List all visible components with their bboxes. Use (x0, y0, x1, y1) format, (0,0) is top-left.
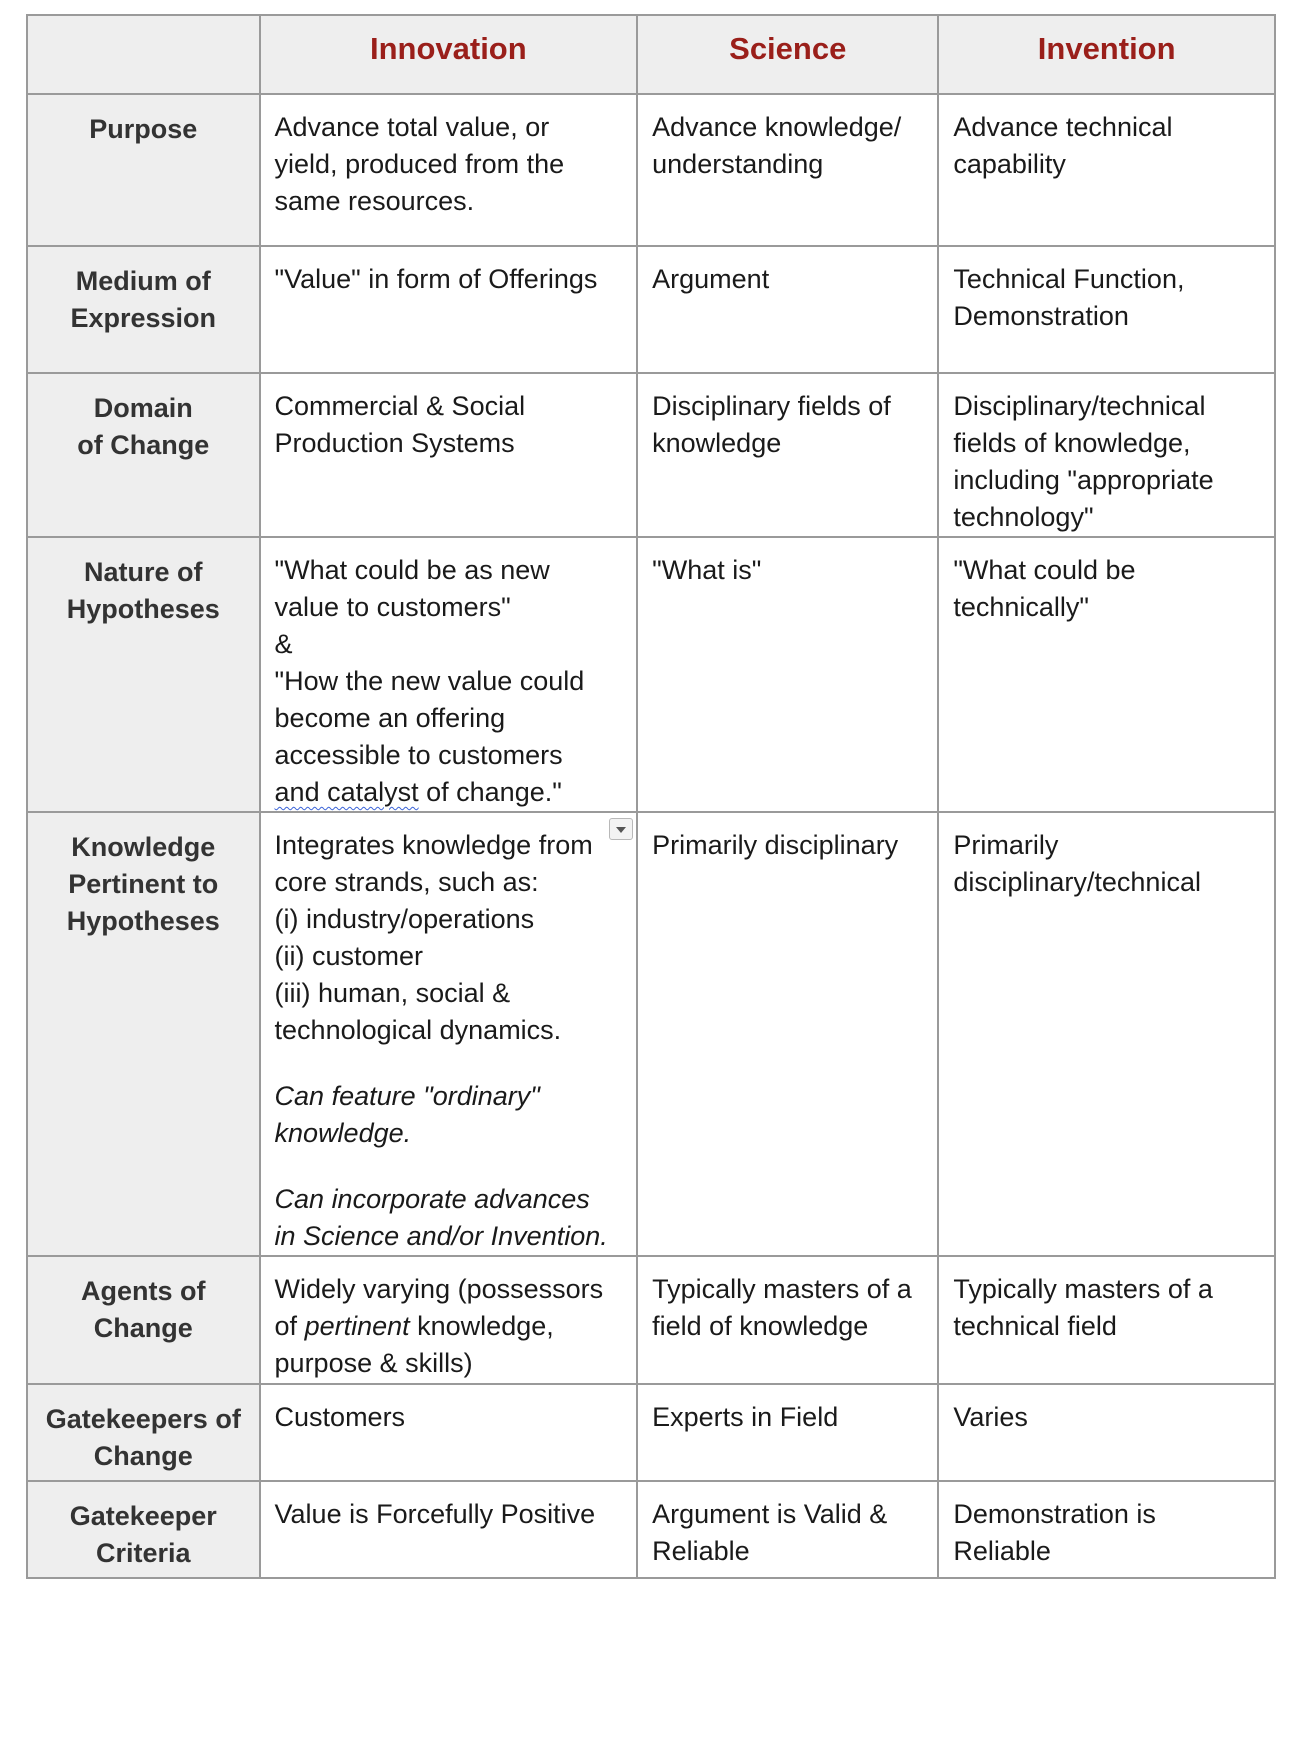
cell-criteria-invention[interactable]: Demonstration is Reliable (938, 1481, 1275, 1578)
cell-domain-science[interactable]: Disciplinary fields of knowledge (637, 373, 938, 537)
cell-agents-science[interactable]: Typically masters of a field of knowledge (637, 1256, 938, 1384)
row-header-criteria[interactable]: Gatekeeper Criteria (27, 1481, 260, 1578)
table-row (27, 812, 1275, 1256)
column-header-innovation[interactable]: Innovation (260, 15, 638, 94)
cell-criteria-innovation[interactable]: Value is Forcefully Positive (260, 1481, 638, 1578)
cell-gatekeepers-science[interactable]: Experts in Field (637, 1384, 938, 1481)
spellcheck-word[interactable]: and catalyst (274, 777, 419, 807)
cell-criteria-science[interactable]: Argument is Valid & Reliable (637, 1481, 938, 1578)
row-header-domain[interactable]: Domain of Change (27, 373, 260, 537)
table-row (27, 1256, 1275, 1384)
cell-medium-science[interactable]: Argument (637, 246, 938, 373)
column-header-invention[interactable]: Invention (938, 15, 1275, 94)
row-header-purpose[interactable]: Purpose (27, 94, 260, 246)
cell-agents-innovation[interactable]: Widely varying (possessors of pertinent knowledge, purpose & skills) (260, 1256, 638, 1384)
cell-medium-invention[interactable]: Technical Function, Demonstration (938, 246, 1275, 373)
cell-gatekeepers-invention[interactable]: Varies (938, 1384, 1275, 1481)
note-ordinary-knowledge: Can feature "ordinary" knowledge. (274, 1081, 540, 1148)
chevron-down-icon[interactable] (609, 818, 633, 840)
cell-purpose-science[interactable]: Advance knowledge/ understanding (637, 94, 938, 246)
cell-knowledge-innovation[interactable]: Integrates knowledge from core strands, such as: (i) industry/operations (ii) customer (iii) human, social & technological dynamics. Can feature "ordinary" knowledge. Can incorporate advances in Science and/or Invention. (260, 812, 638, 1256)
header-row (27, 15, 1275, 94)
cell-purpose-invention[interactable]: Advance technical capability (938, 94, 1275, 246)
table-row (27, 1384, 1275, 1481)
row-header-hypotheses[interactable]: Nature of Hypotheses (27, 537, 260, 812)
cell-gatekeepers-innovation[interactable]: Customers (260, 1384, 638, 1481)
comparison-table (26, 14, 1276, 1579)
cell-domain-innovation[interactable]: Commercial & Social Production Systems (260, 373, 638, 537)
cell-purpose-innovation[interactable]: Advance total value, or yield, produced from the same resources. (260, 94, 638, 246)
cell-medium-innovation[interactable]: "Value" in form of Offerings (260, 246, 638, 373)
cell-hypotheses-science[interactable]: "What is" (637, 537, 938, 812)
table-row (27, 373, 1275, 537)
note-incorporate-advances: Can incorporate advances in Science and/or Invention. (274, 1184, 608, 1251)
column-header-science[interactable]: Science (637, 15, 938, 94)
cell-hypotheses-innovation[interactable]: "What could be as new value to customers" & "How the new value could become an offering accessible to customers and catalyst of change." (260, 537, 638, 812)
table-row (27, 94, 1275, 246)
cell-knowledge-science[interactable]: Primarily disciplinary (637, 812, 938, 1256)
table-row (27, 246, 1275, 373)
corner-cell[interactable] (27, 15, 260, 94)
table-row (27, 537, 1275, 812)
cell-domain-invention[interactable]: Disciplinary/technical fields of knowledge, including "appropriate technology" (938, 373, 1275, 537)
row-header-gatekeepers[interactable]: Gatekeepers of Change (27, 1384, 260, 1481)
table-row (27, 1481, 1275, 1578)
cell-agents-invention[interactable]: Typically masters of a technical field (938, 1256, 1275, 1384)
cell-knowledge-invention[interactable]: Primarily disciplinary/technical (938, 812, 1275, 1256)
row-header-knowledge[interactable]: Knowledge Pertinent to Hypotheses (27, 812, 260, 1256)
row-header-agents[interactable]: Agents of Change (27, 1256, 260, 1384)
cell-hypotheses-invention[interactable]: "What could be technically" (938, 537, 1275, 812)
row-header-medium[interactable]: Medium of Expression (27, 246, 260, 373)
